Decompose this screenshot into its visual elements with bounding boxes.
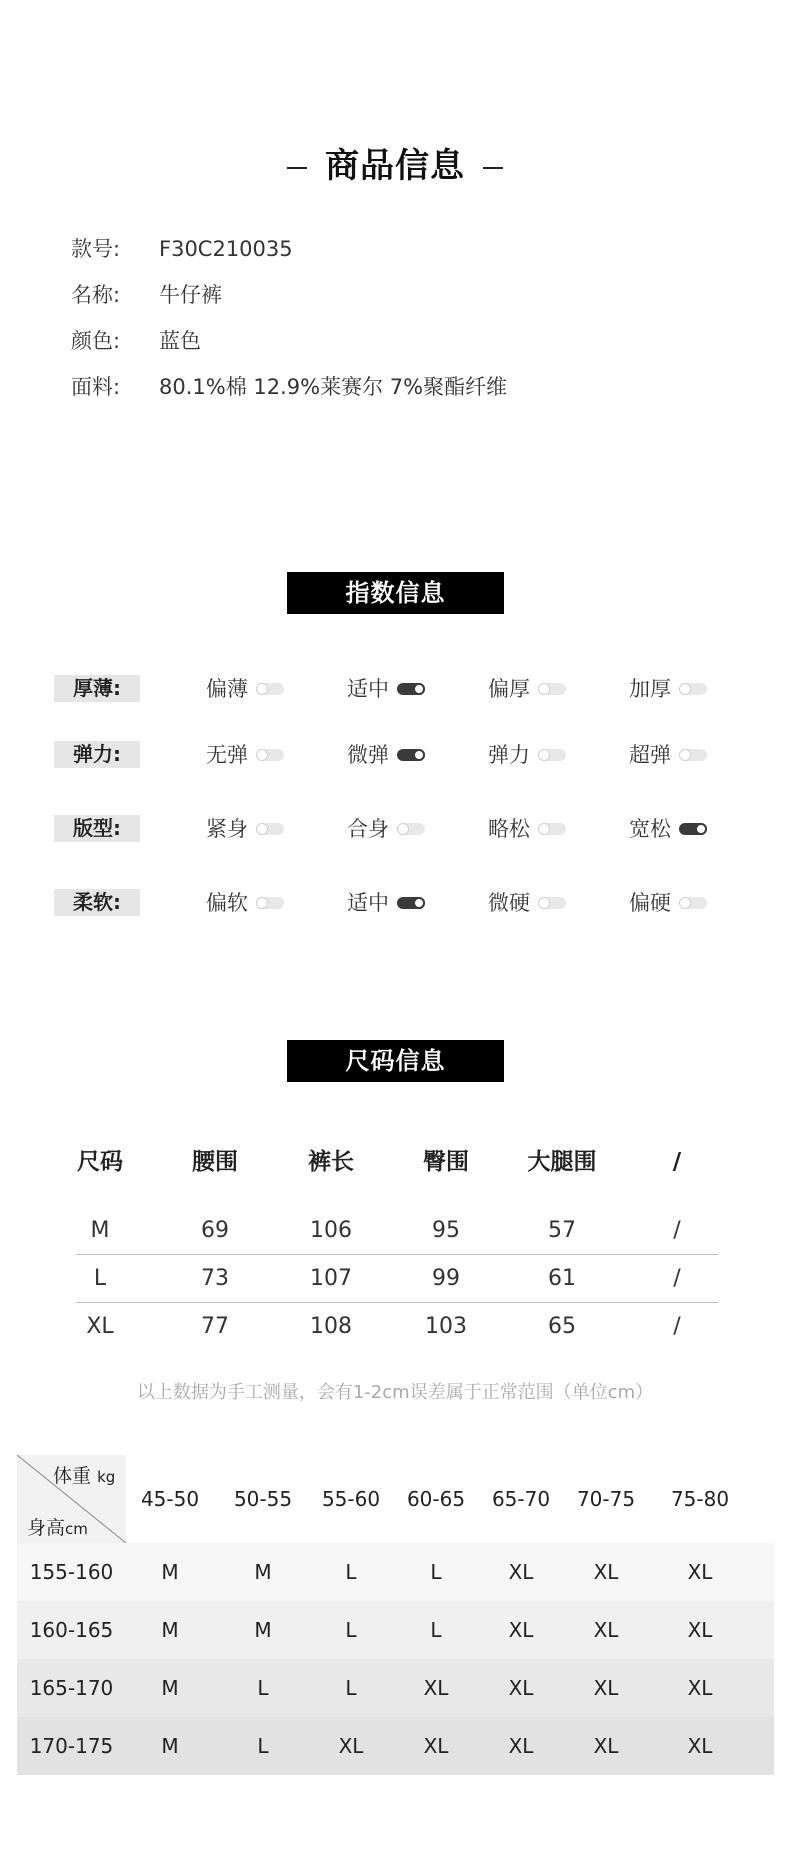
row-divider (76, 1254, 718, 1255)
index-option-label: 略松 (488, 817, 530, 841)
index-option-label: 紧身 (206, 817, 248, 841)
recommended-size-cell: XL (338, 1734, 364, 1758)
toggle-switch-icon[interactable] (538, 897, 566, 909)
toggle-knob (256, 749, 268, 761)
size-cell: XL (86, 1314, 114, 1339)
size-cell: / (673, 1218, 681, 1243)
index-option-label: 偏厚 (488, 677, 530, 701)
index-option[interactable] (629, 887, 707, 917)
toggle-switch-icon[interactable] (538, 823, 566, 835)
toggle-switch-icon[interactable] (397, 683, 425, 695)
info-label: 面料: (71, 375, 121, 399)
table-corner (17, 1455, 126, 1543)
size-cell: 106 (310, 1218, 352, 1243)
toggle-knob (538, 823, 550, 835)
recommended-size-cell: L (345, 1676, 357, 1700)
size-cell: 108 (310, 1314, 352, 1339)
recommendation-row (17, 1659, 774, 1717)
height-cell: 165-170 (29, 1676, 114, 1700)
index-option[interactable] (488, 739, 566, 769)
size-header-cell: 臀围 (423, 1149, 469, 1175)
size-cell: 57 (548, 1218, 576, 1243)
info-row-style-no (71, 234, 293, 264)
index-option-label: 偏硬 (629, 891, 671, 915)
corner-height-label (27, 1513, 88, 1540)
toggle-switch-icon[interactable] (397, 749, 425, 761)
height-cell: 155-160 (29, 1560, 114, 1584)
info-value: 80.1%棉 12.9%莱赛尔 7%聚酯纤维 (159, 375, 508, 399)
toggle-switch-icon[interactable] (679, 749, 707, 761)
toggle-switch-icon[interactable] (256, 683, 284, 695)
corner-height-text: 身高 (27, 1517, 66, 1539)
recommended-size-cell: L (430, 1618, 442, 1642)
recommended-size-cell: XL (593, 1560, 619, 1584)
index-option-label: 超弹 (629, 743, 671, 767)
size-cell: 77 (201, 1314, 229, 1339)
index-option[interactable] (629, 813, 707, 843)
size-header-cell: 裤长 (308, 1149, 354, 1175)
index-option[interactable] (488, 673, 566, 703)
index-option-label: 适中 (347, 677, 389, 701)
recommended-size-cell: L (430, 1560, 442, 1584)
index-option-label: 微硬 (488, 891, 530, 915)
recommended-size-cell: XL (687, 1734, 713, 1758)
toggle-switch-icon[interactable] (679, 683, 707, 695)
toggle-switch-icon[interactable] (538, 683, 566, 695)
info-row-name (71, 280, 222, 310)
recommended-size-cell: M (161, 1560, 179, 1584)
measurement-note: 以上数据为手工测量，会有1-2cm误差属于正常范围（单位cm） (136, 1382, 654, 1403)
index-option[interactable] (347, 887, 425, 917)
toggle-knob (679, 683, 691, 695)
weight-header-cell: 70-75 (576, 1487, 636, 1511)
toggle-knob (695, 823, 707, 835)
info-row-color (71, 326, 201, 356)
size-header-cell: 大腿围 (527, 1149, 597, 1175)
index-label: 版型: (54, 815, 140, 842)
corner-height-unit: cm (65, 1520, 88, 1538)
toggle-knob (538, 897, 550, 909)
index-label: 柔软: (54, 889, 140, 916)
size-cell: 99 (432, 1266, 460, 1291)
recommended-size-cell: XL (687, 1618, 713, 1642)
index-option[interactable] (206, 813, 284, 843)
index-option-label: 加厚 (629, 677, 671, 701)
index-option[interactable] (206, 887, 284, 917)
toggle-knob (413, 683, 425, 695)
toggle-knob (679, 749, 691, 761)
info-label: 颜色: (71, 329, 121, 353)
index-option[interactable] (488, 813, 566, 843)
index-option[interactable] (347, 813, 425, 843)
recommended-size-cell: M (161, 1618, 179, 1642)
recommended-size-cell: L (345, 1618, 357, 1642)
recommended-size-cell: XL (593, 1676, 619, 1700)
toggle-switch-icon[interactable] (538, 749, 566, 761)
recommendation-row (17, 1717, 774, 1775)
index-option-label: 偏薄 (206, 677, 248, 701)
size-recommendation-table (17, 1455, 774, 1777)
weight-header-cell: 45-50 (140, 1487, 200, 1511)
size-header-cell: 尺码 (77, 1149, 123, 1175)
recommended-size-cell: M (254, 1618, 272, 1642)
height-cell: 170-175 (29, 1734, 114, 1758)
weight-header-cell: 60-65 (406, 1487, 466, 1511)
recommended-size-cell: L (257, 1676, 269, 1700)
recommendation-row (17, 1543, 774, 1601)
toggle-knob (538, 683, 550, 695)
size-cell: M (90, 1218, 110, 1243)
corner-weight-text: 体重 (53, 1465, 92, 1487)
recommended-size-cell: XL (508, 1560, 534, 1584)
size-cell: 61 (548, 1266, 576, 1291)
recommended-size-cell: XL (508, 1618, 534, 1642)
size-cell: 73 (201, 1266, 229, 1291)
toggle-switch-icon[interactable] (679, 823, 707, 835)
product-info-title-text: 商品信息 (325, 146, 465, 186)
toggle-knob (256, 897, 268, 909)
corner-weight-label (53, 1461, 115, 1488)
size-cell: L (93, 1266, 107, 1291)
recommended-size-cell: XL (687, 1560, 713, 1584)
toggle-knob (256, 823, 268, 835)
recommended-size-cell: L (257, 1734, 269, 1758)
index-option[interactable] (347, 673, 425, 703)
weight-header-cell: 50-55 (233, 1487, 293, 1511)
recommended-size-cell: XL (423, 1734, 449, 1758)
recommended-size-cell: M (254, 1560, 272, 1584)
toggle-knob (413, 749, 425, 761)
index-option-label: 合身 (347, 817, 389, 841)
size-info-banner: 尺码信息 (287, 1040, 504, 1082)
index-option[interactable] (629, 673, 707, 703)
index-option[interactable] (488, 887, 566, 917)
index-option-label: 适中 (347, 891, 389, 915)
index-option-label: 微弹 (347, 743, 389, 767)
toggle-switch-icon[interactable] (397, 897, 425, 909)
toggle-knob (413, 897, 425, 909)
index-info-banner: 指数信息 (287, 572, 504, 614)
index-option[interactable] (206, 673, 284, 703)
info-value: F30C210035 (159, 237, 293, 261)
index-option[interactable] (347, 739, 425, 769)
info-label: 款号: (71, 237, 121, 261)
index-label: 弹力: (54, 741, 140, 768)
weight-header-cell: 55-60 (321, 1487, 381, 1511)
corner-weight-unit: kg (97, 1468, 116, 1486)
index-option-label: 无弹 (206, 743, 248, 767)
recommended-size-cell: XL (423, 1676, 449, 1700)
toggle-switch-icon[interactable] (256, 897, 284, 909)
size-header-cell: / (672, 1149, 682, 1175)
row-divider (76, 1302, 718, 1303)
weight-header-cell: 75-80 (670, 1487, 730, 1511)
toggle-knob (679, 897, 691, 909)
toggle-switch-icon[interactable] (397, 823, 425, 835)
recommended-size-cell: L (345, 1560, 357, 1584)
info-value: 蓝色 (159, 329, 201, 353)
toggle-knob (538, 749, 550, 761)
size-cell: / (673, 1314, 681, 1339)
recommended-size-cell: XL (508, 1734, 534, 1758)
index-option[interactable] (629, 739, 707, 769)
index-label: 厚薄: (54, 675, 140, 702)
info-value: 牛仔裤 (159, 283, 222, 307)
recommended-size-cell: XL (593, 1618, 619, 1642)
info-label: 名称: (71, 283, 121, 307)
recommended-size-cell: M (161, 1676, 179, 1700)
toggle-switch-icon[interactable] (256, 823, 284, 835)
info-row-fabric (71, 372, 507, 402)
size-cell: 69 (201, 1218, 229, 1243)
recommended-size-cell: M (161, 1734, 179, 1758)
title-dash-left (287, 167, 307, 169)
recommended-size-cell: XL (593, 1734, 619, 1758)
index-option[interactable] (206, 739, 284, 769)
size-cell: 65 (548, 1314, 576, 1339)
size-cell: 103 (425, 1314, 467, 1339)
index-option-label: 宽松 (629, 817, 671, 841)
height-cell: 160-165 (29, 1618, 114, 1642)
toggle-knob (256, 683, 268, 695)
size-cell: 95 (432, 1218, 460, 1243)
recommended-size-cell: XL (508, 1676, 534, 1700)
size-cell: / (673, 1266, 681, 1291)
weight-header-cell: 65-70 (491, 1487, 551, 1511)
recommended-size-cell: XL (687, 1676, 713, 1700)
toggle-switch-icon[interactable] (256, 749, 284, 761)
index-option-label: 偏软 (206, 891, 248, 915)
size-header-cell: 腰围 (192, 1149, 238, 1175)
product-info-title (0, 138, 790, 187)
size-cell: 107 (310, 1266, 352, 1291)
toggle-switch-icon[interactable] (679, 897, 707, 909)
toggle-knob (397, 823, 409, 835)
title-dash-right (483, 167, 503, 169)
recommendation-row (17, 1601, 774, 1659)
index-option-label: 弹力 (488, 743, 530, 767)
